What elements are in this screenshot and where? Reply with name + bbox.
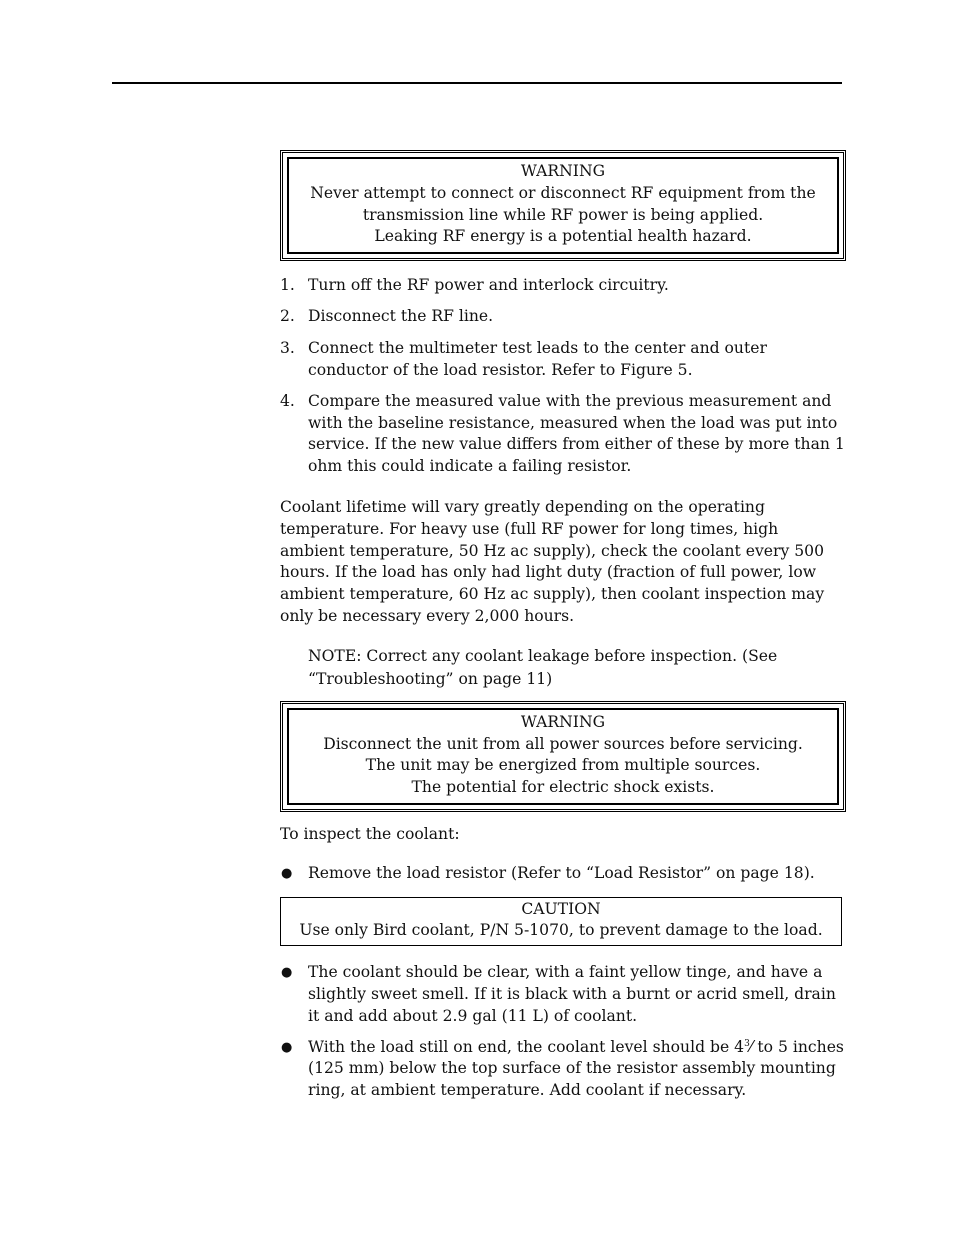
warning-line: Disconnect the unit from all power sources before servicing. xyxy=(323,734,803,753)
step-text: Compare the measured value with the previous measurement and with the baseline resistance, measured when the load was put into service. If the new value differs from either of these by more than 1 ohm this could indicate a failing resistor. xyxy=(308,391,845,476)
bullet-text: The coolant should be clear, with a faint yellow tinge, and have a slightly sweet smell. If it is black with a burnt or acrid smell, drain it and add about 2.9 gal (11 L) of coolant. xyxy=(308,963,836,1025)
bullet-icon: ● xyxy=(281,965,293,981)
warning-line: Never attempt to connect or disconnect RF equipment from the xyxy=(310,183,816,202)
bullet-text: Remove the load resistor (Refer to “Load Resistor” on page 18). xyxy=(308,863,815,882)
step-text: Turn off the RF power and interlock circuitry. xyxy=(308,276,669,295)
procedure-steps xyxy=(280,275,846,478)
bullet-text-part: With the load still on end, the coolant level should be 4 xyxy=(308,1037,745,1056)
warning-title: WARNING xyxy=(520,162,606,180)
coolant-lifetime-paragraph: Coolant lifetime will vary greatly depending on the operating temperature. For heavy use (full RF power for long times, high ambient temperature, 50 Hz ac supply), check the coolant every 500 hours. If the load has only had light duty (fraction of full power, low ambient temperature, 60 Hz ac supply), then coolant inspection may only be necessary every 2,000 hours. xyxy=(280,498,825,626)
step-text: Disconnect the RF line. xyxy=(308,307,494,326)
bullet-icon: ● xyxy=(281,1039,293,1055)
step-text: Connect the multimeter test leads to the center and outer conductor of the load resistor. Refer to Figure 5. xyxy=(308,338,767,379)
warning-line: transmission line while RF power is being applied. xyxy=(362,205,764,224)
step-item xyxy=(280,306,846,328)
page-content xyxy=(280,150,846,1111)
inspect-intro: To inspect the coolant: xyxy=(280,825,460,844)
bullet-icon: ● xyxy=(281,865,293,881)
bullet-item xyxy=(280,962,846,1027)
bullet-list xyxy=(280,863,846,885)
bullet-item xyxy=(280,1037,846,1102)
note-text: NOTE: Correct any coolant leakage before inspection. (See “Troubleshooting” on page 11) xyxy=(308,646,778,689)
warning-box-rf xyxy=(280,150,846,261)
step-number: 3. xyxy=(280,338,295,357)
bullet-text xyxy=(308,1038,844,1100)
caution-box xyxy=(280,897,842,947)
fraction-slash: ⁄ xyxy=(749,1037,753,1056)
step-number: 2. xyxy=(280,307,295,326)
caution-text: Use only Bird coolant, P/N 5-1070, to prevent damage to the load. xyxy=(299,921,823,940)
header-rule xyxy=(112,82,842,84)
warning-box-power xyxy=(280,701,846,812)
step-item xyxy=(280,275,846,297)
bullet-text-part: to 5 inches (125 mm) below the top surface of the resistor assembly mounting ring, at ambient temperature. Add coolant if necessary. xyxy=(308,1037,844,1100)
bullet-list xyxy=(280,962,846,1102)
step-item xyxy=(280,391,846,478)
bullet-item xyxy=(280,863,846,885)
warning-line: The unit may be energized from multiple sources. xyxy=(365,756,761,775)
warning-line: The potential for electric shock exists. xyxy=(411,778,715,797)
fraction-numerator: 3 xyxy=(744,1038,750,1049)
warning-title: WARNING xyxy=(520,712,606,731)
step-number: 1. xyxy=(280,276,295,295)
warning-line: Leaking RF energy is a potential health hazard. xyxy=(374,227,752,246)
step-number: 4. xyxy=(280,391,295,410)
caution-title: CAUTION xyxy=(521,899,601,918)
step-item xyxy=(280,338,846,382)
